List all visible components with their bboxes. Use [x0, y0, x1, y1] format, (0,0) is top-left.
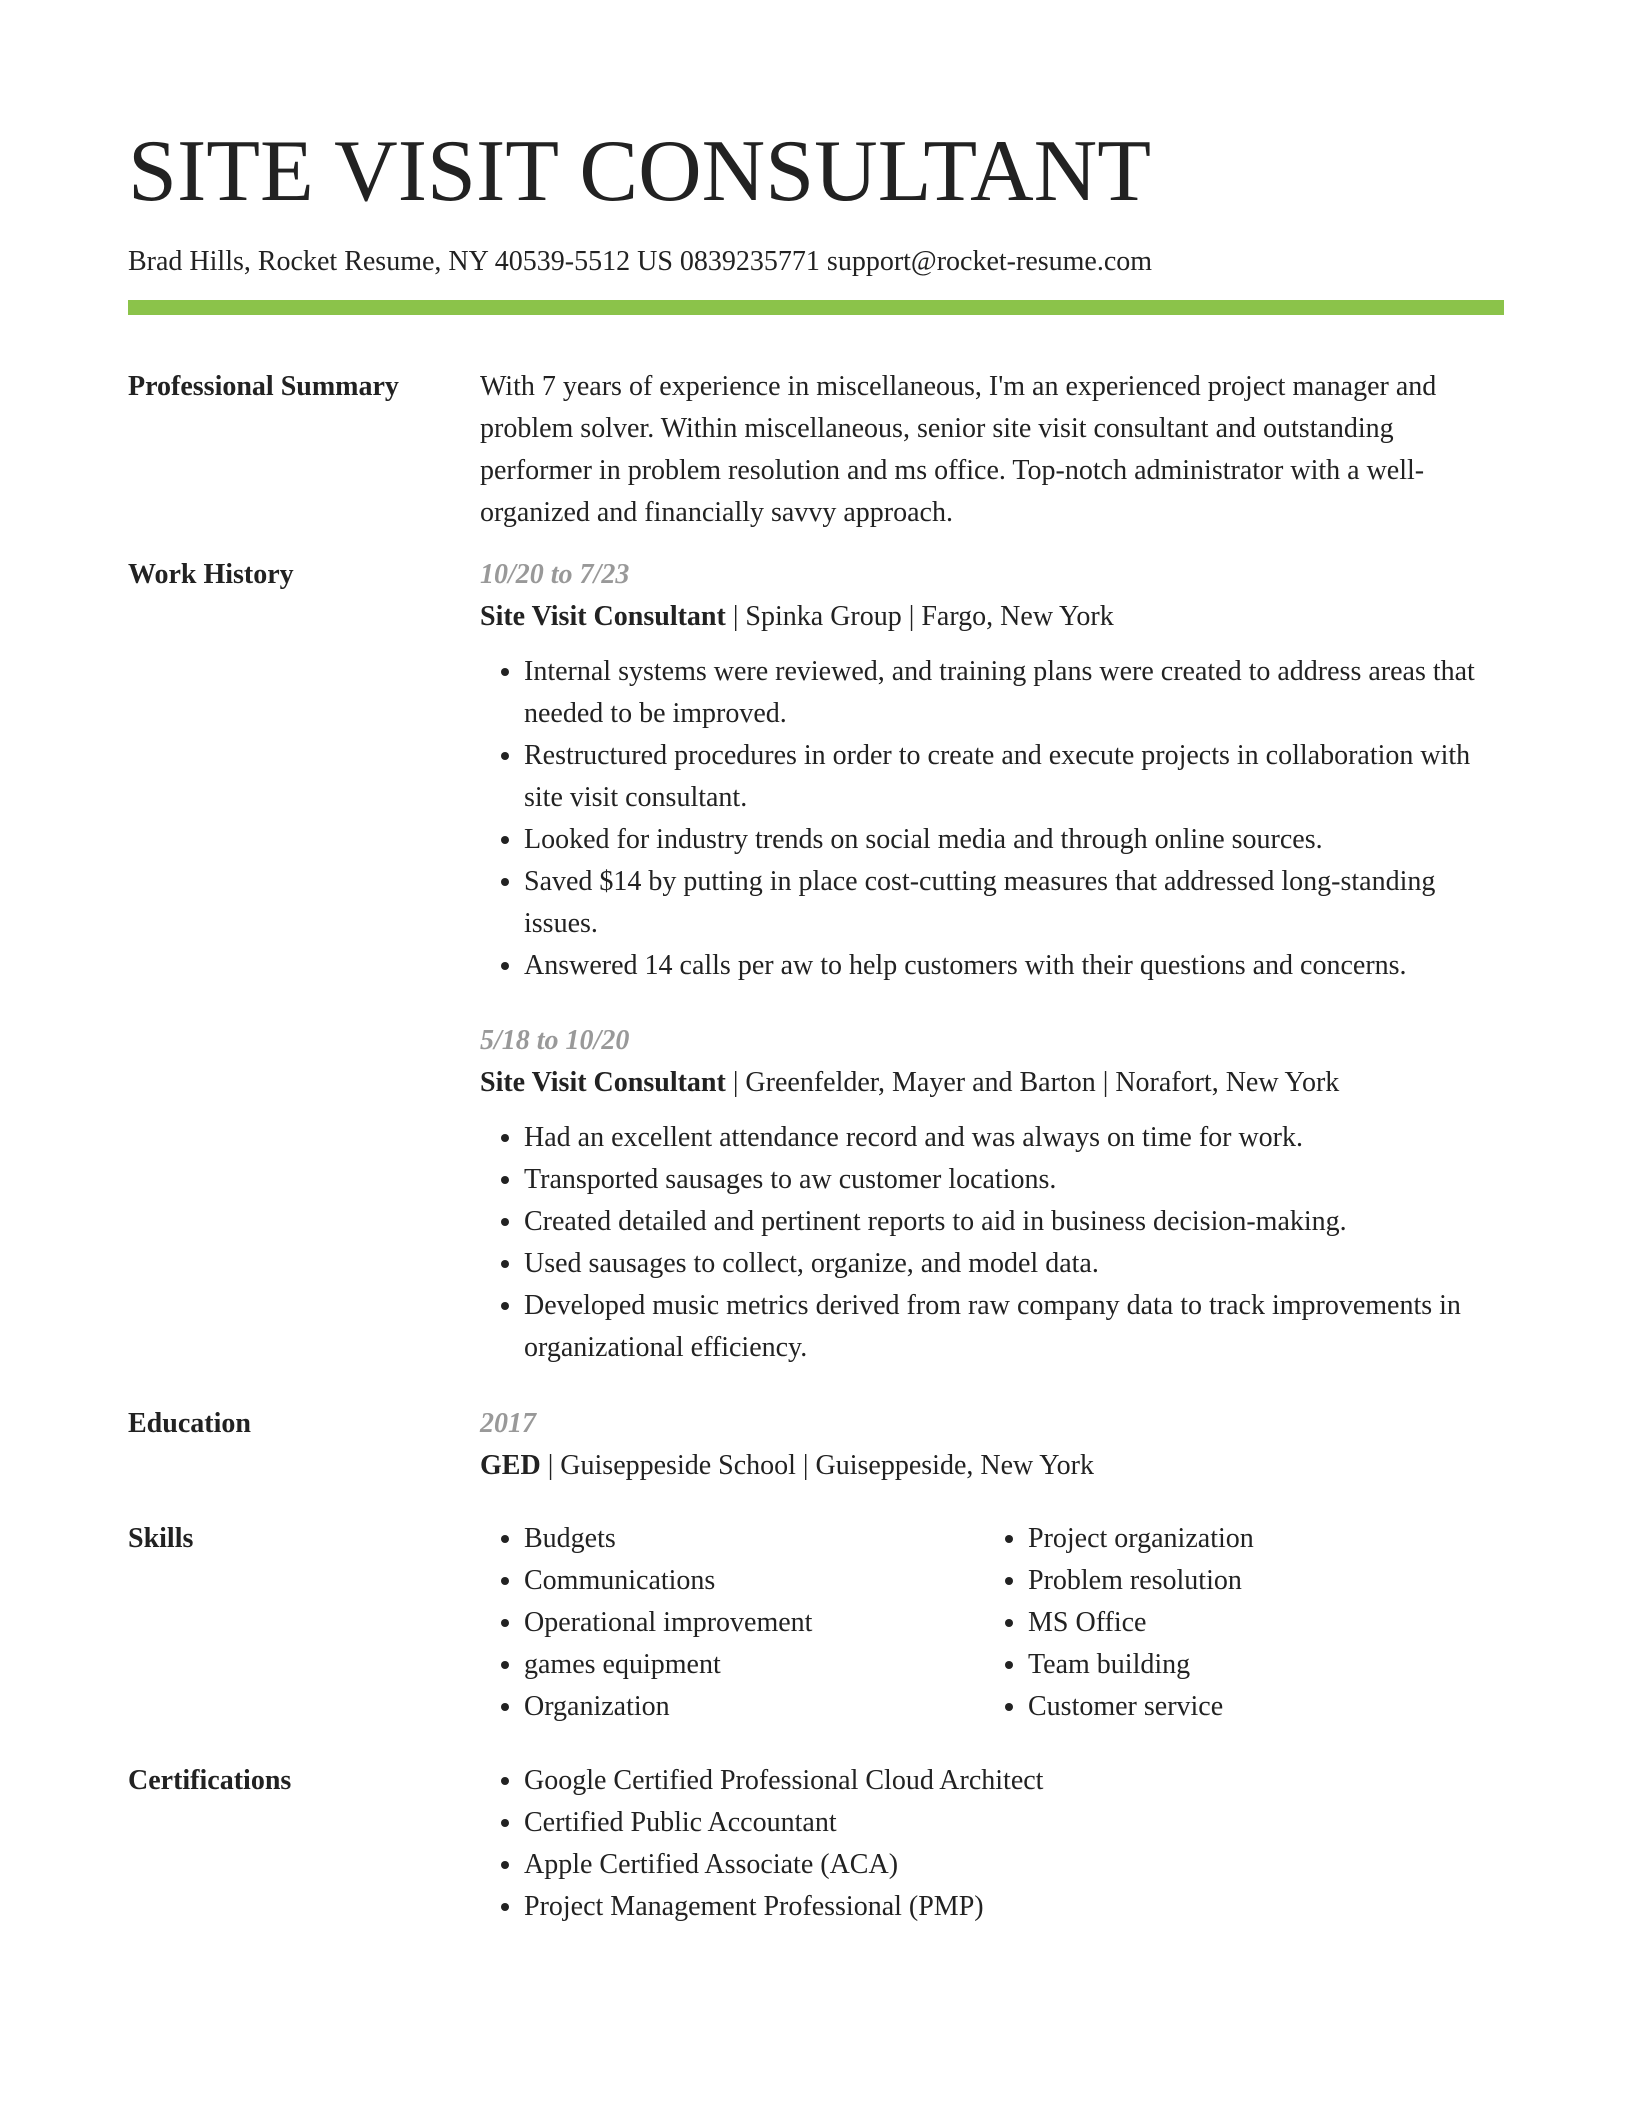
- skills-columns: [480, 1518, 1504, 1728]
- list-item: • Used sausages to collect, organize, and model data.: [524, 1243, 1504, 1285]
- list-item: • Project Management Professional (PMP): [524, 1886, 1504, 1928]
- job-date: 10/20 to 7/23: [480, 559, 630, 590]
- job-date: 5/18 to 10/20: [480, 1025, 630, 1056]
- skills-list-left: [480, 1518, 984, 1728]
- list-item: • Apple Certified Associate (ACA): [524, 1844, 1504, 1886]
- contact-line: Brad Hills, Rocket Resume, NY 40539-5512 US 0839235771 support@rocket-resume.com: [128, 246, 1153, 277]
- section-label-work: Work History: [128, 559, 294, 590]
- list-item: • Customer service: [1028, 1686, 1488, 1728]
- job-bullets: [480, 651, 1504, 987]
- list-item: • MS Office: [1028, 1602, 1488, 1644]
- job-bullets: [480, 1117, 1504, 1369]
- accent-divider: [128, 300, 1504, 315]
- summary-section: [128, 366, 1504, 534]
- certifications-section: [128, 1760, 1504, 1928]
- section-label-skills: Skills: [128, 1523, 194, 1554]
- summary-text: With 7 years of experience in miscellaneous, I'm an experienced project manager and problem solver. Within miscellaneous, senior site visit consultant and outstanding performer in problem resolution and ms office. Top-notch administrator with a well-organized and financially savvy approach.: [480, 371, 1437, 528]
- job-heading: [480, 596, 1504, 638]
- section-label-education: Education: [128, 1408, 251, 1439]
- work-history-section: [128, 554, 1504, 1369]
- list-item: • Operational improvement: [524, 1602, 984, 1644]
- list-item: • Internal systems were reviewed, and training plans were created to address areas that needed to be improved.: [524, 651, 1504, 735]
- education-section: [128, 1403, 1504, 1487]
- job-entry: [480, 1020, 1504, 1369]
- skills-section: [128, 1518, 1504, 1728]
- list-item: • Looked for industry trends on social media and through online sources.: [524, 819, 1504, 861]
- list-item: • Saved $14 by putting in place cost-cutting measures that addressed long-standing issues.: [524, 861, 1504, 945]
- section-label-certifications: Certifications: [128, 1765, 292, 1796]
- list-item: • Budgets: [524, 1518, 984, 1560]
- education-details: | Guiseppeside School | Guiseppeside, New York: [540, 1450, 1094, 1481]
- skills-list-right: [984, 1518, 1488, 1728]
- education-body: [480, 1403, 1504, 1487]
- job-heading: [480, 1062, 1504, 1104]
- list-item: • Answered 14 calls per aw to help customers with their questions and concerns.: [524, 945, 1504, 987]
- work-history-body: [480, 554, 1504, 1369]
- list-item: • Team building: [1028, 1644, 1488, 1686]
- certifications-list: [480, 1760, 1504, 1928]
- education-heading: [480, 1445, 1504, 1487]
- resume-page: [128, 0, 1504, 1928]
- list-item: • Transported sausages to aw customer locations.: [524, 1159, 1504, 1201]
- list-item: • Organization: [524, 1686, 984, 1728]
- list-item: • Developed music metrics derived from raw company data to track improvements in organizational efficiency.: [524, 1285, 1504, 1369]
- education-date: 2017: [480, 1408, 536, 1439]
- education-degree: GED: [480, 1450, 541, 1481]
- job-entry: [480, 554, 1504, 987]
- list-item: • Google Certified Professional Cloud Architect: [524, 1760, 1504, 1802]
- job-details: | Greenfelder, Mayer and Barton | Norafort, New York: [725, 1067, 1340, 1098]
- list-item: • Certified Public Accountant: [524, 1802, 1504, 1844]
- resume-title: SITE VISIT CONSULTANT: [128, 123, 1151, 220]
- list-item: • Created detailed and pertinent reports to aid in business decision-making.: [524, 1201, 1504, 1243]
- list-item: • games equipment: [524, 1644, 984, 1686]
- job-title: Site Visit Consultant: [480, 1067, 726, 1098]
- list-item: • Communications: [524, 1560, 984, 1602]
- section-label-summary: Professional Summary: [128, 371, 399, 402]
- job-details: | Spinka Group | Fargo, New York: [725, 601, 1114, 632]
- job-title: Site Visit Consultant: [480, 601, 726, 632]
- list-item: • Restructured procedures in order to create and execute projects in collaboration with site visit consultant.: [524, 735, 1504, 819]
- list-item: • Had an excellent attendance record and was always on time for work.: [524, 1117, 1504, 1159]
- list-item: • Project organization: [1028, 1518, 1488, 1560]
- list-item: • Problem resolution: [1028, 1560, 1488, 1602]
- certifications-body: [480, 1760, 1504, 1928]
